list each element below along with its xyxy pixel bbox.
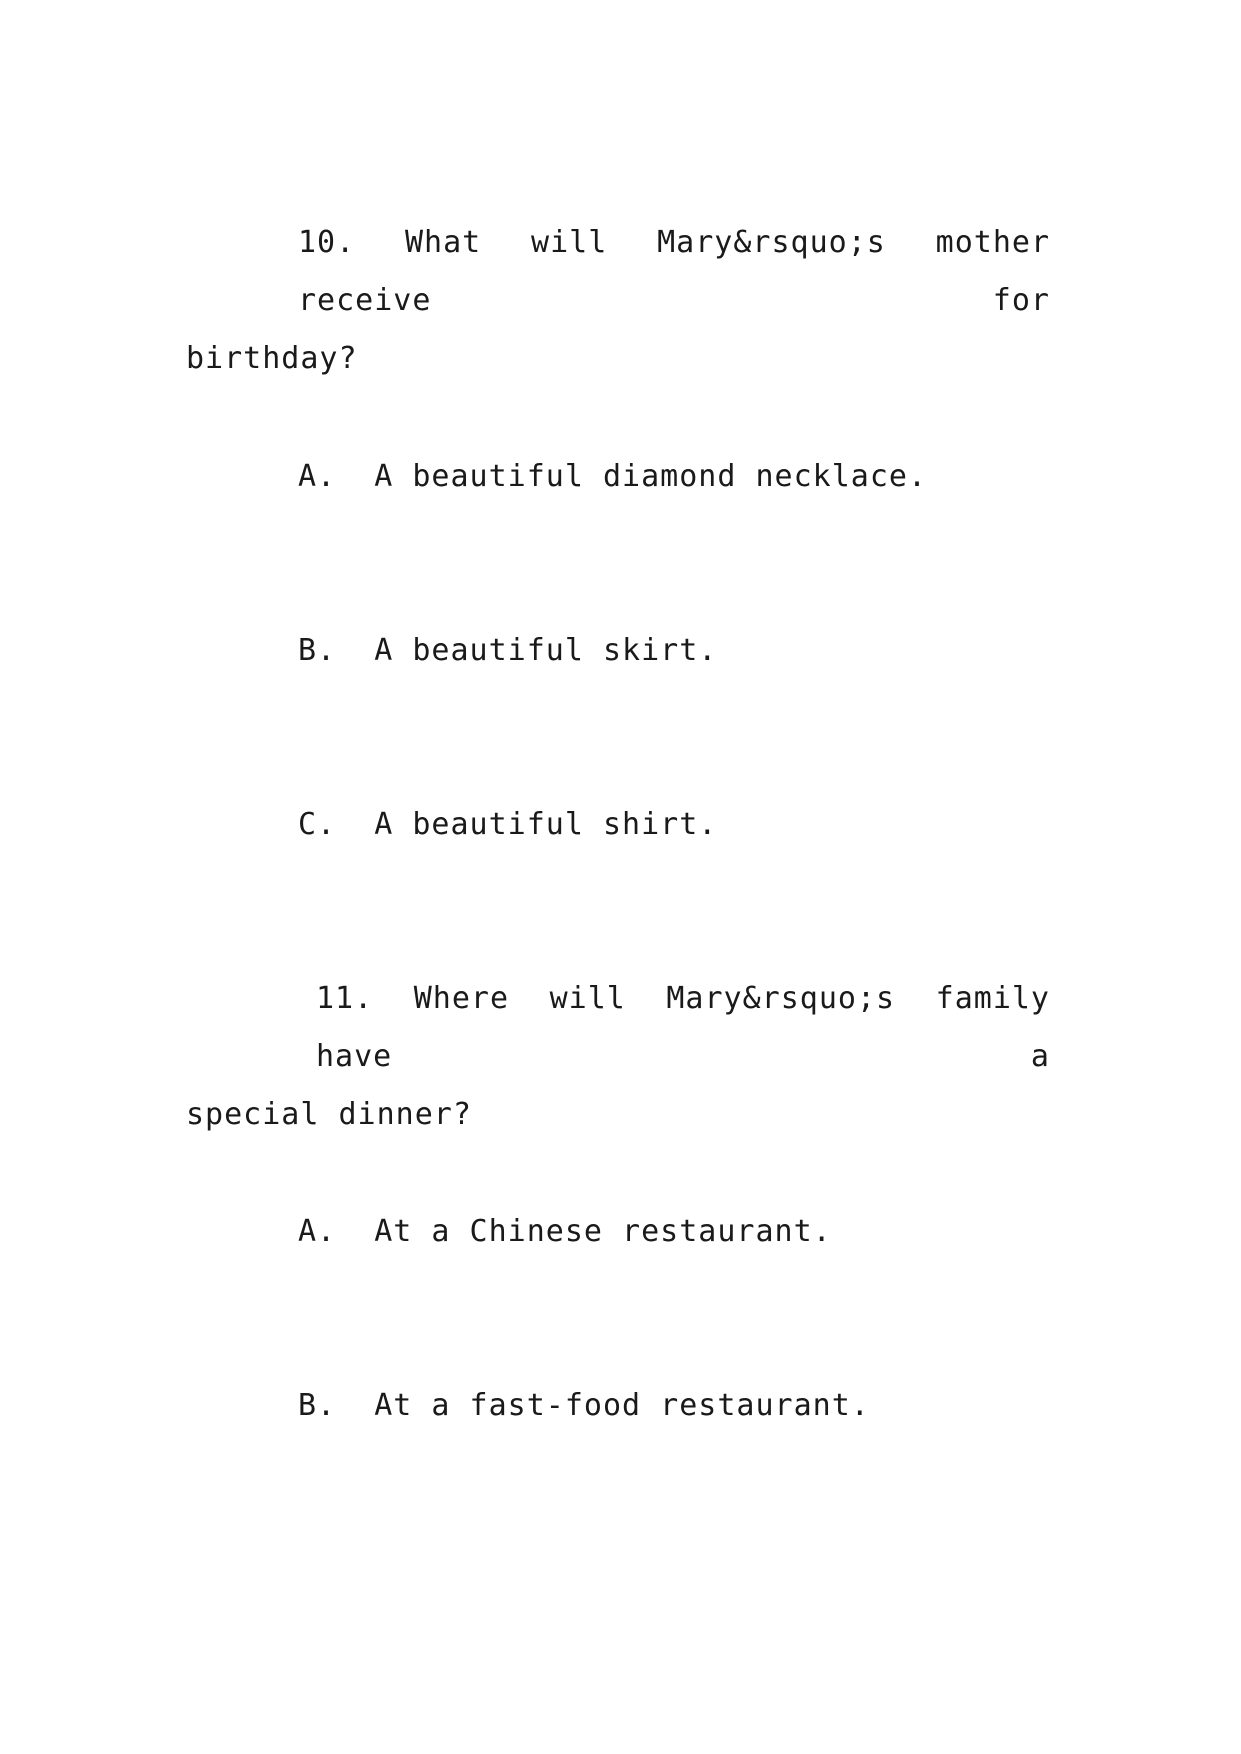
question-10-option-a: A. A beautiful diamond necklace.: [298, 459, 928, 494]
question-10-option-b: B. A beautiful skirt.: [298, 633, 718, 668]
question-11-option-b: B. At a fast-food restaurant.: [298, 1388, 870, 1423]
question-11-option-a: A. At a Chinese restaurant.: [298, 1214, 832, 1249]
question-11-text-continued: special dinner?: [186, 1097, 472, 1132]
question-10-text-continued: birthday?: [186, 341, 358, 376]
question-10-option-c: C. A beautiful shirt.: [298, 807, 718, 842]
question-10-text: 10. What will Mary&rsquo;s mother receive for: [298, 225, 1050, 318]
question-11-text: 11. Where will Mary&rsquo;s family have a: [316, 981, 1050, 1074]
question-11: [186, 970, 1050, 1144]
question-10: [186, 214, 1050, 388]
